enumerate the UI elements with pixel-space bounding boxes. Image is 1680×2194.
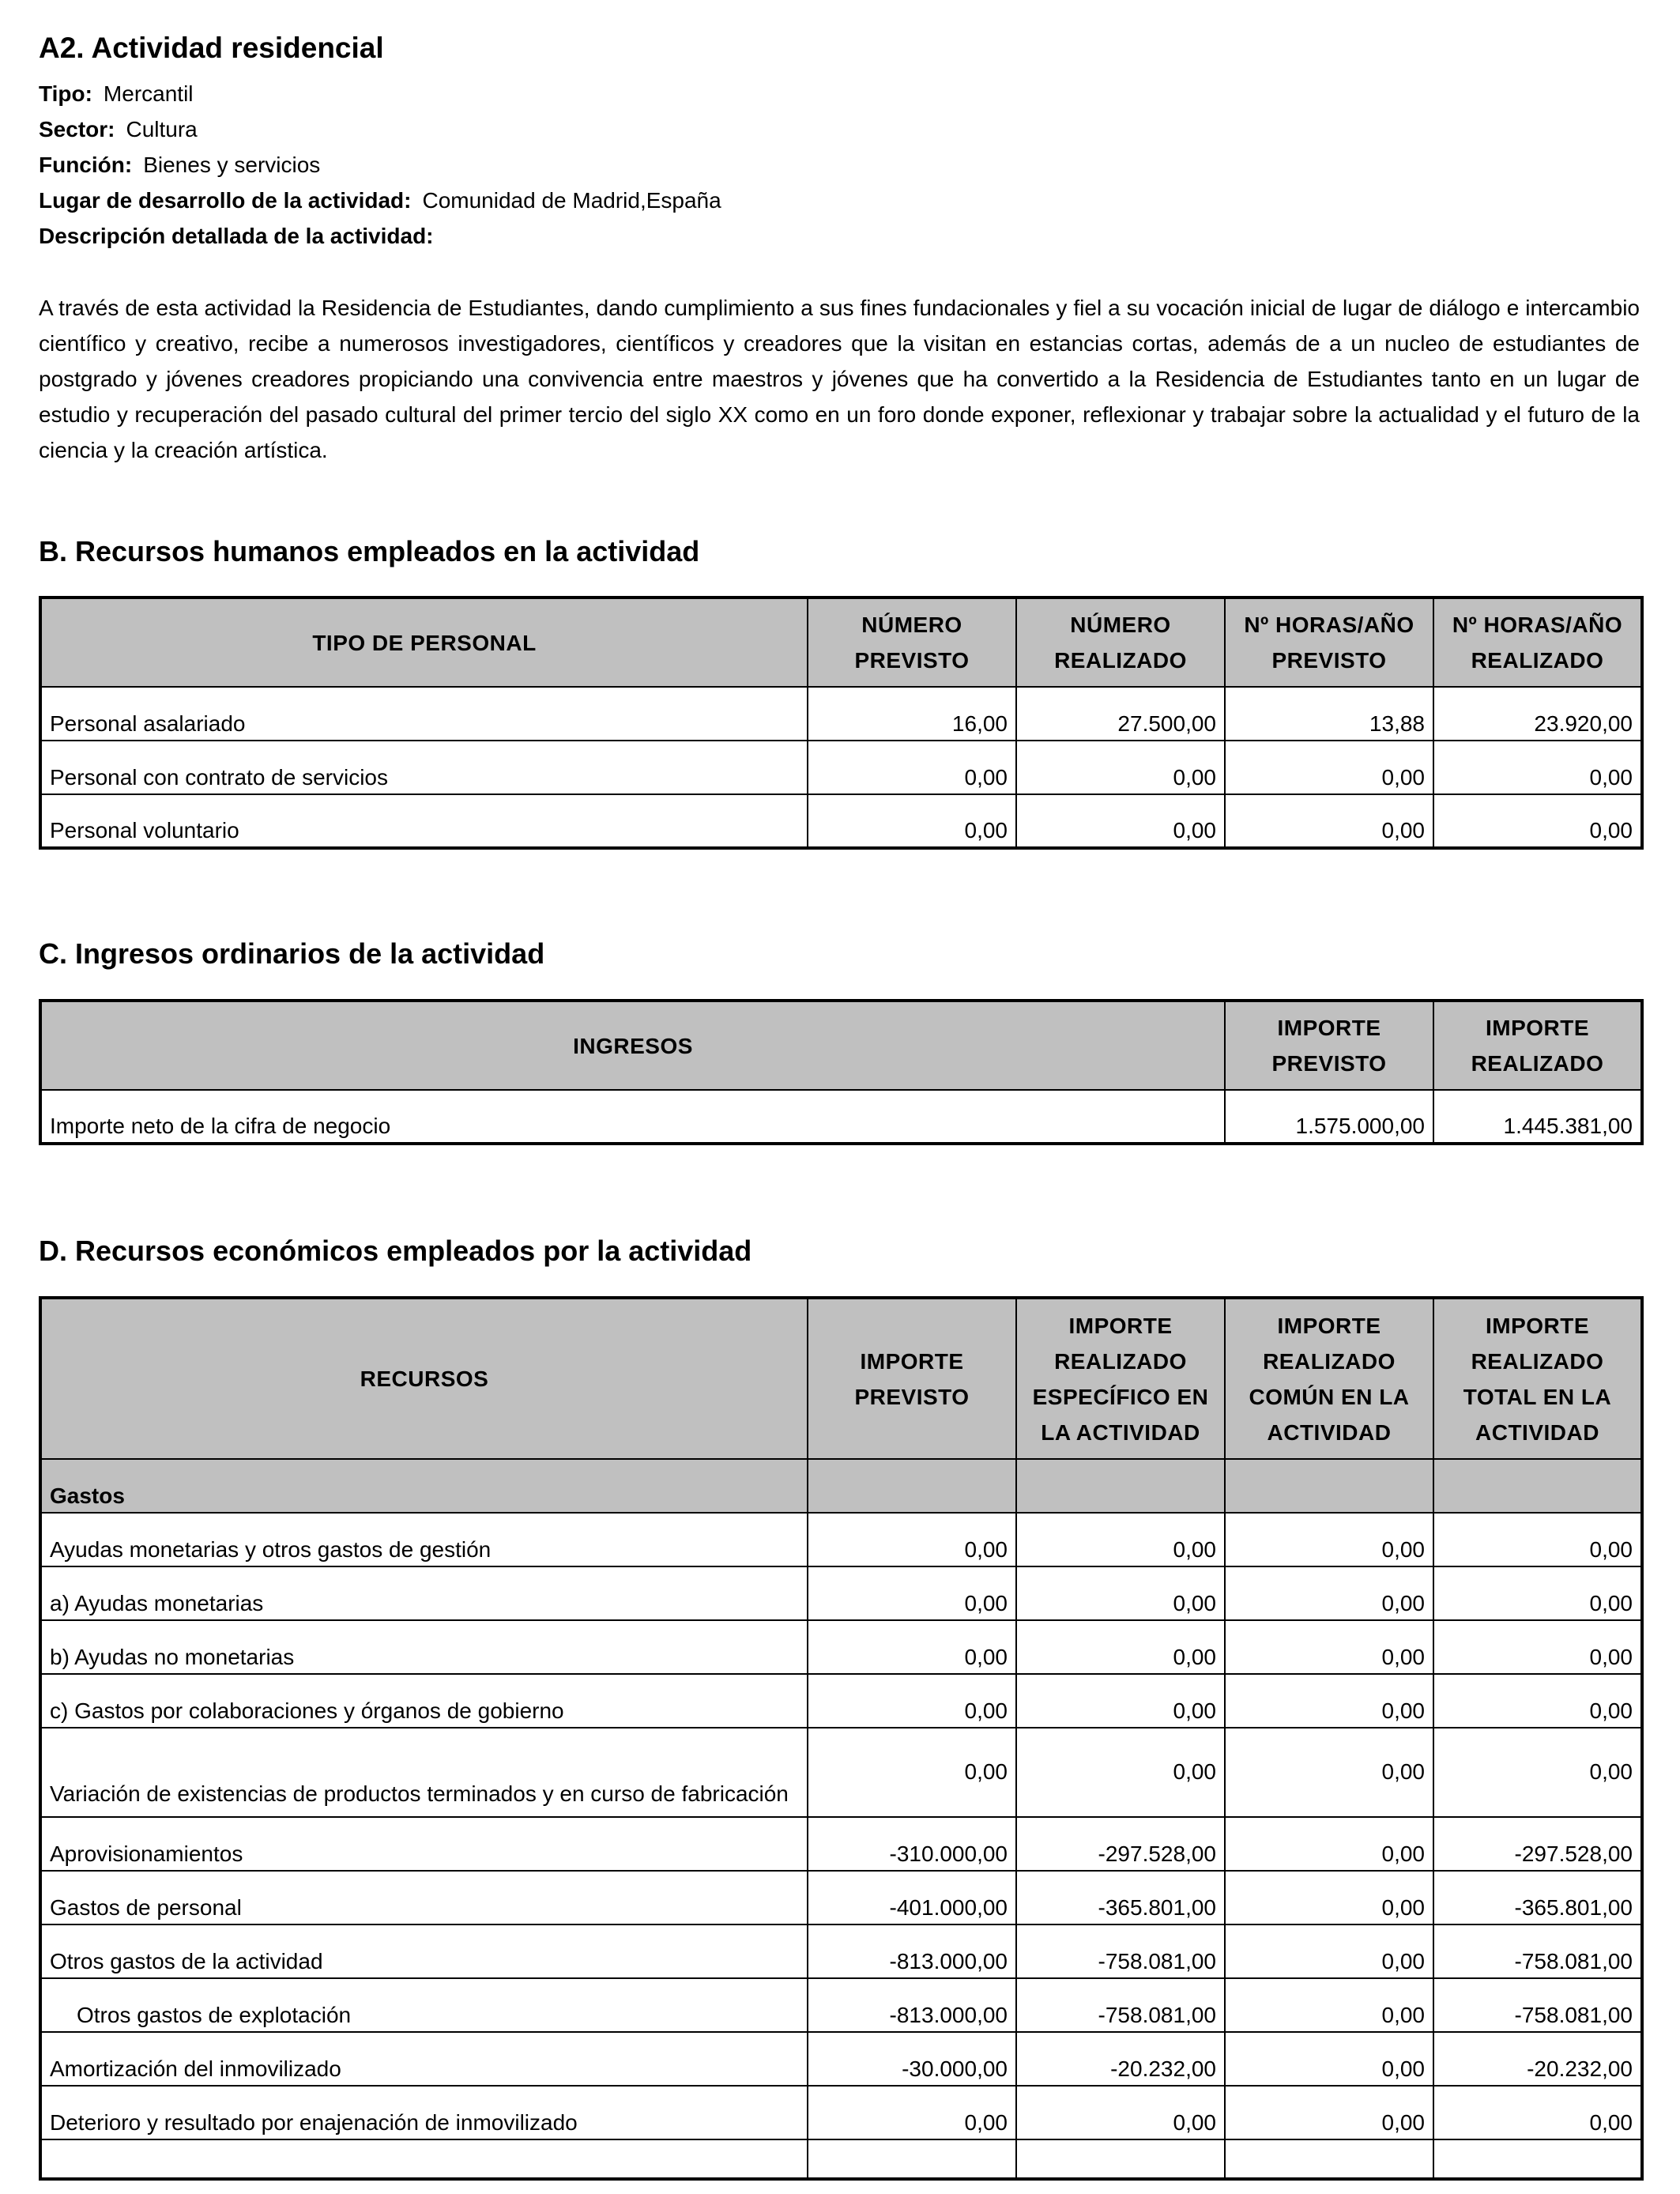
cell-value: 23.920,00 [1433,687,1642,741]
cell-value: 0,00 [808,1674,1016,1728]
row-label: Otros gastos de la actividad [40,1924,808,1978]
cell-value: -813.000,00 [808,1924,1016,1978]
cell-value [1016,2139,1225,2179]
section-a2-title: A2. Actividad residencial [39,32,384,64]
field-lugar [39,183,1640,218]
table-row [40,1090,1642,1144]
col-header: IMPORTE REALIZADO [1433,1001,1642,1090]
field-descripcion [39,218,1640,254]
cell-value: -365.801,00 [1016,1871,1225,1924]
field-sector-value: Cultura [126,117,198,141]
section-row-gastos [40,1459,1642,1513]
document-page [39,28,1640,2135]
empty-cell [1225,1459,1433,1513]
cell-value: 16,00 [808,687,1016,741]
cell-value: 0,00 [1433,1513,1642,1566]
cell-value: 0,00 [1225,2032,1433,2086]
table-row [40,1566,1642,1620]
empty-cell [1016,1459,1225,1513]
table-recursos-economicos [39,1296,1644,2181]
cell-value: 0,00 [1016,1674,1225,1728]
row-label: Gastos de personal [40,1871,808,1924]
cell-value: 0,00 [1016,2086,1225,2139]
cell-value: -297.528,00 [1433,1817,1642,1871]
cell-value [1225,2139,1433,2179]
cell-value: 0,00 [1433,741,1642,794]
cell-value: 0,00 [1016,1566,1225,1620]
col-header: NÚMERO REALIZADO [1016,598,1225,687]
table-row [40,794,1642,848]
cell-value [1433,2139,1642,2179]
col-header: IMPORTE REALIZADO TOTAL EN LA ACTIVIDAD [1433,1298,1642,1459]
row-label [40,2139,808,2179]
cell-value: 0,00 [1225,1674,1433,1728]
cell-value: -310.000,00 [808,1817,1016,1871]
activity-description: A través de esta actividad la Residencia de Estudiantes, dando cumplimiento a sus fines fundacionales y fiel a su vocación inicial de lugar de diálogo e intercambio científico y creativo, recibe a numerosos investigadores, científicos y creadores que la visitan en estancias cortas, además de a un nucleo de estudiantes de postgrado y jóvenes creadores propiciando una convivencia entre maestros y jóvenes que ha convertido a la Residencia de Estudiantes tanto en un lugar de estudio y recuperación del pasado cultural del primer tercio del siglo XX como en un foro donde exponer, reflexionar y trabajar sobre la actualidad y el futuro de la ciencia y la creación artística. [39,296,1640,462]
row-label: Variación de existencias de productos terminados y en curso de fabricación [40,1728,808,1817]
cell-value: 0,00 [1225,1924,1433,1978]
table-row [40,1924,1642,1978]
row-label: Ayudas monetarias y otros gastos de gestión [40,1513,808,1566]
table-row [40,2032,1642,2086]
cell-value [808,2139,1016,2179]
cell-value: 0,00 [1016,1513,1225,1566]
cell-value: 0,00 [808,1513,1016,1566]
table-row [40,1674,1642,1728]
cell-value: 0,00 [1225,1620,1433,1674]
row-label: Importe neto de la cifra de negocio [40,1090,1225,1144]
cell-value: 0,00 [1016,1620,1225,1674]
field-sector [39,111,1640,147]
cell-value: 0,00 [1433,1674,1642,1728]
cell-value: 0,00 [1225,1566,1433,1620]
cell-value: 0,00 [1016,794,1225,848]
row-label: c) Gastos por colaboraciones y órganos de gobierno [40,1674,808,1728]
row-label: Personal voluntario [40,794,808,848]
cell-value: 13,88 [1225,687,1433,741]
col-header: IMPORTE REALIZADO COMÚN EN LA ACTIVIDAD [1225,1298,1433,1459]
field-funcion-label: Función: [39,153,133,177]
col-header: TIPO DE PERSONAL [40,598,808,687]
cell-value: -758.081,00 [1016,1978,1225,2032]
section-label: Gastos [40,1459,808,1513]
col-header: Nº HORAS/AÑO PREVISTO [1225,598,1433,687]
col-header: IMPORTE PREVISTO [1225,1001,1433,1090]
cell-value: -758.081,00 [1433,1978,1642,2032]
empty-cell [808,1459,1016,1513]
table-header-row [40,1298,1642,1459]
section-c-title: C. Ingresos ordinarios de la actividad [39,937,545,970]
cell-value: -758.081,00 [1016,1924,1225,1978]
col-header: INGRESOS [40,1001,1225,1090]
table-row [40,1513,1642,1566]
field-funcion [39,147,1640,183]
table-row [40,687,1642,741]
cell-value: 0,00 [808,1620,1016,1674]
col-header: Nº HORAS/AÑO REALIZADO [1433,598,1642,687]
table-row [40,2139,1642,2179]
cell-value: 0,00 [808,1728,1016,1817]
field-tipo [39,76,1640,111]
cell-value: 0,00 [808,2086,1016,2139]
row-label: Aprovisionamientos [40,1817,808,1871]
cell-value: 0,00 [1433,2086,1642,2139]
table-header-row [40,598,1642,687]
field-descripcion-label: Descripción detallada de la actividad: [39,224,434,248]
table-row [40,2086,1642,2139]
cell-value: -365.801,00 [1433,1871,1642,1924]
empty-cell [1433,1459,1642,1513]
table-row [40,1620,1642,1674]
row-label: Personal asalariado [40,687,808,741]
row-label: Otros gastos de explotación [40,1978,808,2032]
row-label: Personal con contrato de servicios [40,741,808,794]
table-row [40,1817,1642,1871]
table-recursos-humanos [39,596,1644,850]
cell-value: 1.575.000,00 [1225,1090,1433,1144]
field-lugar-label: Lugar de desarrollo de la actividad: [39,188,412,213]
cell-value: -20.232,00 [1433,2032,1642,2086]
cell-value: 0,00 [1225,794,1433,848]
section-b-title: B. Recursos humanos empleados en la actividad [39,535,700,567]
cell-value: 0,00 [1433,794,1642,848]
section-d-title: D. Recursos económicos empleados por la actividad [39,1235,752,1267]
cell-value: -30.000,00 [808,2032,1016,2086]
cell-value: 0,00 [1433,1566,1642,1620]
field-tipo-value: Mercantil [103,81,194,106]
col-header: NÚMERO PREVISTO [808,598,1016,687]
cell-value: 27.500,00 [1016,687,1225,741]
cell-value: 0,00 [1225,1871,1433,1924]
cell-value: -401.000,00 [808,1871,1016,1924]
row-label: Deterioro y resultado por enajenación de inmovilizado [40,2086,808,2139]
cell-value: 0,00 [808,741,1016,794]
cell-value: 0,00 [1225,2086,1433,2139]
row-label: a) Ayudas monetarias [40,1566,808,1620]
cell-value: 0,00 [808,1566,1016,1620]
cell-value: 0,00 [1225,1728,1433,1817]
col-header: IMPORTE PREVISTO [808,1298,1016,1459]
table-header-row [40,1001,1642,1090]
cell-value: 0,00 [1016,1728,1225,1817]
field-sector-label: Sector: [39,117,115,141]
cell-value: 0,00 [1016,741,1225,794]
table-row [40,741,1642,794]
col-header: RECURSOS [40,1298,808,1459]
cell-value: 0,00 [1225,1513,1433,1566]
table-ingresos [39,999,1644,1145]
field-lugar-value: Comunidad de Madrid,España [422,188,721,213]
cell-value: 0,00 [1433,1728,1642,1817]
field-funcion-value: Bienes y servicios [143,153,321,177]
cell-value: 0,00 [1225,741,1433,794]
cell-value: 0,00 [1433,1620,1642,1674]
cell-value: -20.232,00 [1016,2032,1225,2086]
cell-value: -758.081,00 [1433,1924,1642,1978]
cell-value: -297.528,00 [1016,1817,1225,1871]
cell-value: -813.000,00 [808,1978,1016,2032]
cell-value: 0,00 [1225,1817,1433,1871]
cell-value: 0,00 [808,794,1016,848]
table-row [40,1728,1642,1817]
col-header: IMPORTE REALIZADO ESPECÍFICO EN LA ACTIVIDAD [1016,1298,1225,1459]
table-row [40,1978,1642,2032]
cell-value: 0,00 [1225,1978,1433,2032]
row-label: Amortización del inmovilizado [40,2032,808,2086]
field-tipo-label: Tipo: [39,81,92,106]
cell-value: 1.445.381,00 [1433,1090,1642,1144]
table-row [40,1871,1642,1924]
row-label: b) Ayudas no monetarias [40,1620,808,1674]
